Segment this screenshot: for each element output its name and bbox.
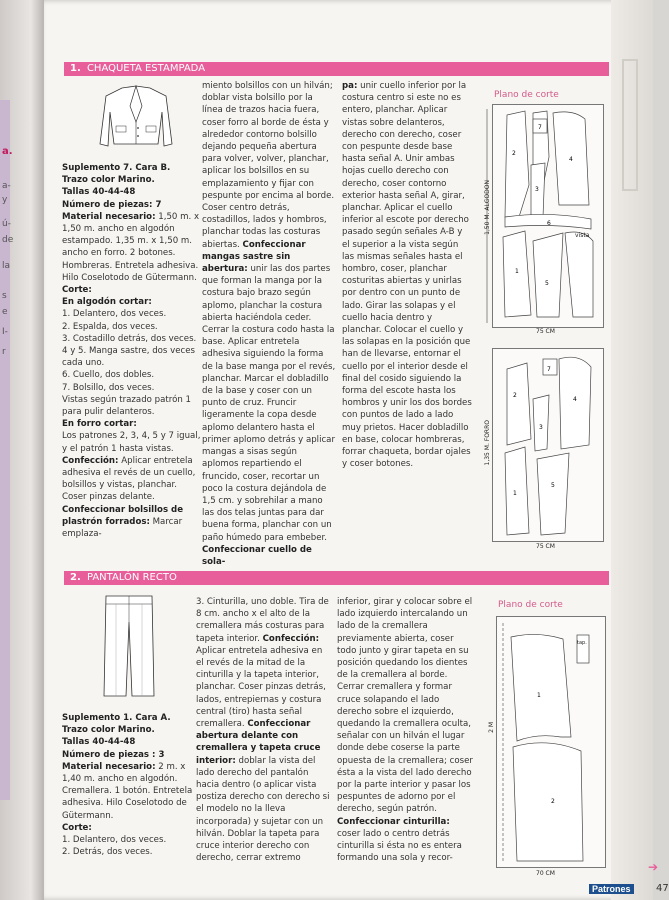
- svg-text:5: 5: [545, 280, 549, 287]
- mangas-label: Confeccionar mangas sastre sin abertura:: [202, 239, 306, 275]
- tallas-line: Tallas 40-44-48: [62, 737, 136, 748]
- svg-text:6: 6: [547, 220, 551, 227]
- list-item: 6. Cuello, dos dobles.: [62, 370, 155, 381]
- pattern-pieces: [493, 105, 603, 327]
- paragraph: [202, 80, 336, 568]
- left-fragment: a.: [2, 146, 13, 157]
- list-item: 3. Costadillo detrás, dos veces.: [62, 333, 197, 344]
- section2-column3: [337, 596, 473, 864]
- piezas-line: Número de piezas : 3: [62, 749, 165, 760]
- svg-text:2: 2: [512, 150, 516, 157]
- left-fragment: y: [2, 195, 8, 205]
- svg-text:7: 7: [547, 366, 551, 373]
- section2-column2: [196, 596, 330, 864]
- left-fragment: a-: [2, 181, 11, 191]
- paragraph: [342, 80, 472, 471]
- algodon-label: En algodón cortar:: [62, 297, 152, 308]
- cutting-layout-lining: [492, 348, 604, 542]
- svg-text:1: 1: [515, 268, 519, 275]
- material-paragraph: [62, 761, 202, 822]
- plano-title: Plano de corte: [498, 600, 563, 610]
- left-fragment: s: [2, 291, 7, 301]
- trazo-line: Trazo color Marino.: [62, 175, 155, 186]
- svg-text:4: 4: [569, 156, 573, 163]
- lead-label: pa:: [342, 81, 358, 91]
- list-item: 2. Detrás, dos veces.: [62, 847, 153, 858]
- section-number: 1.: [70, 63, 81, 74]
- svg-text:1: 1: [513, 490, 517, 497]
- page-edge-right: [611, 0, 653, 900]
- dim-vertical: 1,35 M. FORRO: [484, 420, 491, 466]
- section-title: PANTALÓN RECTO: [86, 572, 177, 583]
- page-number: 47: [656, 883, 669, 894]
- piezas-line: Número de piezas: 7: [62, 199, 162, 210]
- confeccion-text: Aplicar entretela adhesiva el revés de un cuello, bolsillos y vistas, planchar. Coser pinzas delante.: [62, 455, 196, 503]
- section1-column1: [62, 162, 202, 540]
- svg-text:1: 1: [537, 692, 541, 699]
- list-item: 2. Espalda, dos veces.: [62, 321, 158, 332]
- plano-title: Plano de corte: [494, 90, 559, 100]
- list-item: 1. Delantero, dos veces.: [62, 835, 167, 846]
- edge-watermark: [619, 60, 643, 200]
- paragraph-text: miento bolsillos con un hilván; doblar vista bolsillo por la línea de trazos hacia fuera, coser forro al borde de ésta y alrededor contorno bolsillo dejando pequeña abertura para volver, volver, planchar, aplicar los bolsillos en su emplazamiento y fijar con pespunte por encima al borde. Coser centro detrás, costadillos, lados y hombros, planchar todas las costuras abiertas.: [202, 81, 335, 250]
- confeccion-label: Confección:: [62, 455, 119, 466]
- left-fragment: ú-: [2, 219, 11, 229]
- confeccionar-text: Marcar emplaza-: [62, 516, 183, 540]
- left-fragment: la: [2, 261, 11, 271]
- list-item: 1. Delantero, dos veces.: [62, 309, 167, 320]
- confeccion-label: Confección:: [262, 633, 320, 644]
- dim-horizontal: 70 CM: [536, 870, 555, 877]
- forro-label: En forro cortar:: [62, 419, 137, 430]
- dim-horizontal: 75 CM: [536, 328, 555, 335]
- left-fragment: I-: [2, 327, 8, 337]
- paragraph: [196, 596, 330, 864]
- trousers-illustration: [96, 592, 162, 702]
- forro-text: Los patrones 2, 3, 4, 5 y 7 igual, y el patrón 1 hasta vistas.: [62, 431, 201, 454]
- material-label: Material necesario:: [62, 211, 156, 222]
- abertura-label: Confeccionar abertura delante con cremallera y tapeta cruce interior:: [196, 719, 321, 766]
- confeccionar-label: Confeccionar bolsillos de plastrón forrados:: [62, 504, 184, 527]
- section1-column2: [202, 80, 336, 568]
- confeccion-text: Aplicar entretela adhesiva en el revés de la mitad de la cinturilla y la tapeta interior, planchar. Coser pinzas detrás, lados, entrepiernas y costura central (tiro) hasta señal cremallera.: [196, 645, 326, 730]
- svg-text:3: 3: [535, 186, 539, 193]
- pattern-pieces: [493, 349, 603, 541]
- previous-page-edge: [0, 0, 44, 900]
- svg-text:2: 2: [513, 392, 517, 399]
- section1-column3: [342, 80, 472, 471]
- left-fragment: de: [2, 235, 14, 245]
- cutting-layout-cotton: [492, 104, 604, 328]
- mangas-text: unir las dos partes que forman la manga por la costura bajo brazo según aplomo, planchar la costura abierta haciéndola ceder. Cerrar la costura codo hasta la base. Aplicar entretela adhesiva siguiendo la forma de la base manga por el revés, planchar. Marcar el dobladillo de la base y coser con un punto de cruz. Fruncir ligeramente la copa desde aplomo delantero hasta el primer aplomo detrás y aplicar mangas a sisas según aplomos repartiendo el fruncido, coser, recortar un poco la costura dejándola de 1,5 cm. y sobrehilar a mano las dos telas juntas para dar buena forma, planchar con un paño húmedo para embeber.: [202, 264, 336, 543]
- svg-text:4: 4: [573, 396, 577, 403]
- section-header-pantalon: [64, 571, 609, 585]
- cuello-label: Confeccionar cuello de sola-: [202, 544, 312, 567]
- svg-text:7: 7: [538, 124, 542, 131]
- cutting-layout-trousers: [496, 616, 606, 868]
- material-label: Material necesario:: [62, 761, 156, 772]
- section-title: CHAQUETA ESTAMPADA: [86, 63, 206, 74]
- section2-column1: [62, 712, 202, 858]
- corte-label: Corte:: [62, 822, 92, 833]
- paragraph-text: 3. Cinturilla, uno doble. Tira de 8 cm. ancho x el alto de la cremallera más costuras para tapeta interior.: [196, 597, 329, 644]
- next-page-arrow-icon: ➔: [648, 860, 659, 874]
- tapeta-label: tap.: [577, 640, 587, 646]
- svg-text:3: 3: [539, 424, 543, 431]
- vista-label: vista: [575, 232, 590, 239]
- cinturilla-text: coser lado o centro detrás cinturilla si ésta no es entera formando una sola y recor-: [337, 828, 462, 864]
- dim-vertical: 1,50 M. ALGODON: [484, 180, 491, 235]
- dim-horizontal: 75 CM: [536, 543, 555, 550]
- cinturilla-label: Confeccionar cinturilla:: [337, 816, 450, 827]
- list-item: 4 y 5. Manga sastre, dos veces cada uno.: [62, 346, 195, 369]
- list-item: 7. Bolsillo, dos veces.: [62, 382, 155, 393]
- tallas-line: Tallas 40-44-48: [62, 187, 136, 198]
- trazo-line: Trazo color Marino.: [62, 725, 155, 736]
- material-paragraph: [62, 211, 202, 284]
- section-header-chaqueta: [64, 62, 609, 76]
- material-text: 1,50 m. x 1,50 m. ancho en algodón estampado. 1,35 m. x 1,50 m. ancho en forro. 2 botones. Hombreras. Entretela adhesiva. Hilo Coselotodo de Gütermann.: [62, 211, 200, 283]
- material-text: 2 m. x 1,40 m. ancho en algodón. Cremallera. 1 botón. Entretela adhesiva. Hilo Coselotodo de Gütermann.: [62, 761, 193, 821]
- left-fragment: e: [2, 307, 8, 317]
- paragraph-text: unir cuello inferior por la costura centro si este no es entero, planchar. Aplicar vistas sobre delanteros, derecho con derecho, coser con pespunte desde base hasta señal A. Unir ambas hojas cuello derecho con derecho, coser contorno exterior hasta señal A, girar, planchar. Aplicar el cuello inferior al escote por derecho pasado según señales A-B y el superior a la vista según las mismas señales hasta el hombro, coser, planchar costuritas abiertas y unirlas por dentro con un punto de lado. Girar las solapas y el cuello hacia dentro y planchar. Colocar el cuello y las solapas en la posición que han de llevarse, entornar el cuello por el interior desde el final del cosido siguiendo la forma del escote hasta los hombros y unir los dos bordes con puntos de lado a lado muy prietos. Hacer dobladillo en base, colocar hombreras, forrar chaqueta, bordar ojales y coser botones.: [342, 81, 472, 470]
- paragraph: [337, 596, 473, 864]
- supplement-line: Suplemento 7. Cara B.: [62, 163, 171, 173]
- vistas-text: Vistas según trazado patrón 1 para pulir delanteros.: [62, 394, 191, 418]
- left-fragment: r: [2, 347, 6, 357]
- jacket-illustration: [92, 82, 180, 152]
- svg-text:2: 2: [551, 798, 555, 805]
- corte-label: Corte:: [62, 285, 92, 296]
- magazine-page: [44, 0, 669, 900]
- supplement-line: Suplemento 1. Cara A.: [62, 713, 171, 723]
- pattern-pieces: [497, 617, 605, 867]
- paragraph-text: inferior, girar y colocar sobre el lado izquierdo intercalando un lado de la cremallera previamente abierta, coser todo junto y girar tapeta en su posición quedando los dientes de la cremallera al borde. Cerrar cremallera y formar cruce solapando el lado derecho sobre el izquierdo, quedando la cremallera oculta, señalar con un hilván el lugar donde debe coserse la parte opuesta de la cremallera; coser ésta a la vista del lado derecho por la parte interior y pasar los pespuntes de adorno por el derecho, según patrón.: [337, 597, 473, 815]
- confeccion-paragraph: [62, 455, 202, 540]
- patrones-logo: Patrones: [589, 884, 634, 894]
- section-number: 2.: [70, 572, 81, 583]
- abertura-text: doblar la vista del lado derecho del pantalón hacia dentro (o aplicar vista postiza derecho con derecho si el modelo no la lleva incorporada) y sujetar con un hilván. Doblar la tapeta para cruce interior derecho con derecho, cerrar extremo: [196, 755, 330, 864]
- dim-vertical: 2 M: [488, 722, 495, 733]
- svg-text:5: 5: [551, 482, 555, 489]
